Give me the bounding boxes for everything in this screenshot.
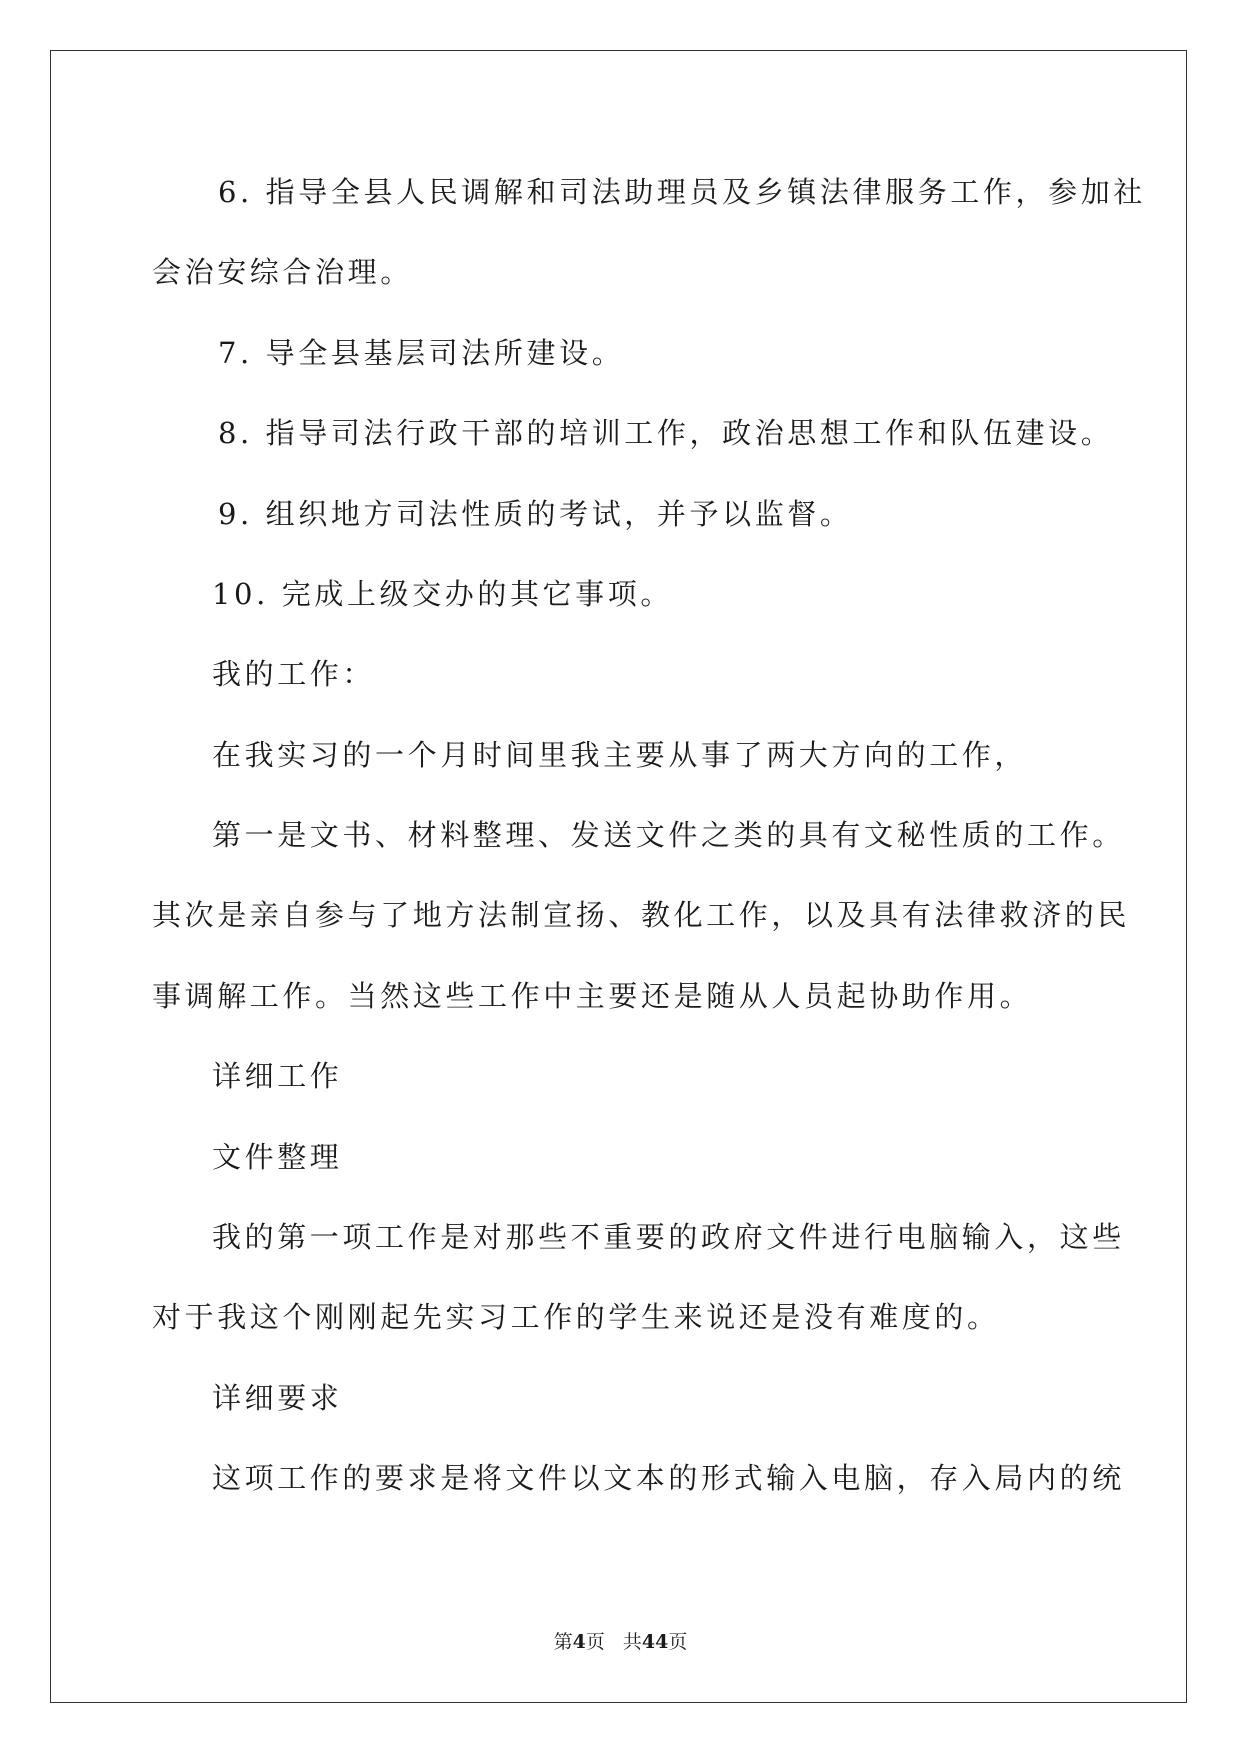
paragraph-line: 6. 指导全县人民调解和司法助理员及乡镇法律服务工作，参加社 <box>218 175 1146 209</box>
footer-total-pages: 44 <box>641 1631 669 1653</box>
paragraph-line: 详细要求 <box>212 1381 343 1415</box>
paragraph-line: 9. 组织地方司法性质的考试，并予以监督。 <box>218 497 853 531</box>
paragraph-line: 8. 指导司法行政干部的培训工作，政治思想工作和队伍建设。 <box>218 416 1114 450</box>
paragraph-line: 其次是亲自参与了地方法制宣扬、教化工作，以及具有法律救济的民 <box>152 898 1131 932</box>
paragraph-line: 我的第一项工作是对那些不重要的政府文件进行电脑输入，这些 <box>212 1220 1125 1254</box>
paragraph-line: 10. 完成上级交办的其它事项。 <box>212 577 673 611</box>
footer-page-prefix: 第 <box>553 1631 573 1653</box>
paragraph-line: 对于我这个刚刚起先实习工作的学生来说还是没有难度的。 <box>152 1300 1000 1334</box>
footer-total-suffix: 页 <box>668 1631 688 1653</box>
footer-page-number: 4 <box>572 1631 586 1653</box>
paragraph-line: 7. 导全县基层司法所建设。 <box>218 336 625 370</box>
paragraph-line: 文件整理 <box>212 1140 343 1174</box>
footer-total-prefix: 共 <box>622 1631 642 1653</box>
paragraph-line: 我的工作： <box>212 657 376 691</box>
footer-page-suffix: 页 <box>585 1631 605 1653</box>
page-footer <box>0 1630 1241 1654</box>
paragraph-line: 事调解工作。当然这些工作中主要还是随从人员起协助作用。 <box>152 979 1033 1013</box>
paragraph-line: 会治安综合治理。 <box>152 255 413 289</box>
paragraph-line: 这项工作的要求是将文件以文本的形式输入电脑，存入局内的统 <box>212 1461 1125 1495</box>
paragraph-line: 第一是文书、材料整理、发送文件之类的具有文秘性质的工作。 <box>212 818 1125 852</box>
paragraph-line: 在我实习的一个月时间里我主要从事了两大方向的工作， <box>212 738 1028 772</box>
page-border <box>50 50 1187 1703</box>
paragraph-line: 详细工作 <box>212 1059 343 1093</box>
